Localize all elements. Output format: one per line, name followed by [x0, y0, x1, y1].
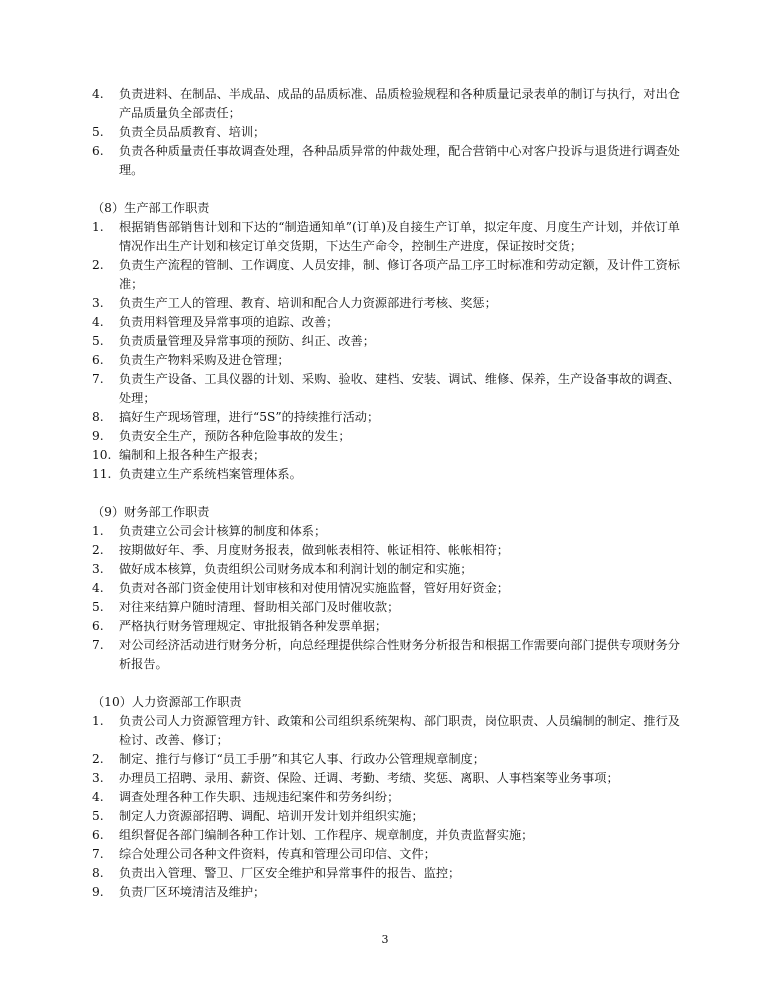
list-item — [92, 465, 680, 484]
section-finance — [92, 503, 680, 674]
list-item-number: 1. — [92, 220, 104, 234]
list-item-text: 对往来结算户随时清理、督助相关部门及时催收款； — [119, 600, 400, 614]
list-item — [92, 427, 680, 446]
section-hr — [92, 693, 680, 902]
list-item-number: 2. — [92, 752, 104, 766]
list-item-text: 负责建立生产系统档案管理体系。 — [119, 467, 302, 481]
list-item — [92, 313, 680, 332]
list-item-number: 3. — [92, 296, 104, 310]
list-item-text: 负责进料、在制品、半成品、成品的品质标准、品质检验规程和各种质量记录表单的制订与执行，对出仓产品质量负全部责任； — [119, 87, 680, 120]
list-item-number: 2. — [92, 543, 104, 557]
list-item — [92, 636, 680, 674]
list-item — [92, 351, 680, 370]
list-item-text: 对公司经济活动进行财务分析，向总经理提供综合性财务分析报告和根据工作需要向部门提供专项财务分析报告。 — [119, 638, 680, 671]
list-item-number: 3. — [92, 771, 104, 785]
list-item-number: 8. — [92, 866, 104, 880]
list-item-number: 2. — [92, 258, 104, 272]
list-item-text: 搞好生产现场管理，进行“5S”的持续推行活动； — [119, 410, 380, 424]
list-item — [92, 560, 680, 579]
list-item-text: 根据销售部销售计划和下达的“制造通知单”(订单)及自接生产订单，拟定年度、月度生产计划，并依订单情况作出生产计划和核定订单交货期，下达生产命令，控制生产进度，保证按时交货； — [119, 220, 680, 253]
list-item-text: 负责各种质量责任事故调查处理，各种品质异常的仲裁处理，配合营销中心对客户投诉与退货进行调查处理。 — [119, 144, 680, 177]
section-title: （8）生产部工作职责 — [92, 201, 210, 215]
list-item-text: 编制和上报各种生产报表； — [119, 448, 266, 462]
list-item-text: 负责出入管理、警卫、厂区安全维护和异常事件的报告、监控； — [119, 866, 461, 880]
list-item — [92, 256, 680, 294]
list-item — [92, 712, 680, 750]
continued-list — [92, 85, 680, 180]
list-item-text: 办理员工招聘、录用、薪资、保险、迁调、考勤、考绩、奖惩、离职、人事档案等业务事项； — [119, 771, 619, 785]
list-item-text: 负责生产设备、工具仪器的计划、采购、验收、建档、安装、调试、维修、保养，生产设备事故的调查、处理； — [119, 372, 680, 405]
list-item-number: 7. — [92, 372, 104, 386]
list-item-text: 负责生产物料采购及进仓管理； — [119, 353, 290, 367]
page-number: 3 — [381, 933, 389, 946]
list-item — [92, 788, 680, 807]
list-item-number: 5. — [92, 334, 104, 348]
list-item-number: 3. — [92, 562, 104, 576]
list-item — [92, 370, 680, 408]
list-item — [92, 332, 680, 351]
list-item-text: 制定、推行与修订“员工手册”和其它人事、行政办公管理规章制度； — [119, 752, 485, 766]
list-item-number: 11. — [92, 467, 112, 481]
list-item-text: 负责用料管理及异常事项的追踪、改善； — [119, 315, 339, 329]
list-item-text: 严格执行财务管理规定、审批报销各种发票单据； — [119, 619, 388, 633]
list-item-number: 1. — [92, 714, 104, 728]
list-item-number: 5. — [92, 125, 104, 139]
list-item-text: 负责质量管理及异常事项的预防、纠正、改善； — [119, 334, 375, 348]
list-item-number: 1. — [92, 524, 104, 538]
list-item-number: 9. — [92, 885, 104, 899]
list-item — [92, 408, 680, 427]
list-item-number: 7. — [92, 847, 104, 861]
list-item — [92, 864, 680, 883]
list-item-number: 4. — [92, 87, 104, 101]
list-item — [92, 845, 680, 864]
list-item — [92, 769, 680, 788]
list-item-number: 4. — [92, 315, 104, 329]
list-item-number: 4. — [92, 581, 104, 595]
list-item-text: 负责生产流程的管制、工作调度、人员安排，制、修订各项产品工序工时标准和劳动定额，及计件工资标准； — [119, 258, 680, 291]
list-item — [92, 541, 680, 560]
list-item — [92, 218, 680, 256]
list-item-number: 6. — [92, 828, 104, 842]
list-item-text: 负责公司人力资源管理方针、政策和公司组织系统架构、部门职责，岗位职责、人员编制的制定、推行及检讨、改善、修订； — [119, 714, 680, 747]
list-item-number: 6. — [92, 144, 104, 158]
list-item-text: 做好成本核算，负责组织公司财务成本和利润计划的制定和实施； — [119, 562, 473, 576]
list-item — [92, 598, 680, 617]
list-item-text: 调查处理各种工作失职、违规违纪案件和劳务纠纷； — [119, 790, 400, 804]
section-title: （9）财务部工作职责 — [92, 505, 210, 519]
list-item-text: 负责全员品质教育、培训； — [119, 125, 266, 139]
list-item-text: 综合处理公司各种文件资料，传真和管理公司印信、文件； — [119, 847, 436, 861]
list-item — [92, 142, 680, 180]
list-item-text: 负责厂区环境清洁及维护； — [119, 885, 266, 899]
list-item — [92, 85, 680, 123]
list-item-number: 8. — [92, 410, 104, 424]
list-item-text: 组织督促各部门编制各种工作计划、工作程序、规章制度，并负责监督实施； — [119, 828, 534, 842]
section-title: （10）人力资源部工作职责 — [92, 695, 242, 709]
list-item — [92, 579, 680, 598]
list-item-number: 5. — [92, 600, 104, 614]
list-item — [92, 750, 680, 769]
list-item — [92, 446, 680, 465]
list-item-number: 6. — [92, 619, 104, 633]
list-item — [92, 294, 680, 313]
list-item-number: 10. — [92, 448, 112, 462]
list-item-number: 5. — [92, 809, 104, 823]
list-item-text: 按期做好年、季、月度财务报表，做到帐表相符、帐证相符、帐帐相符； — [119, 543, 509, 557]
document-body — [92, 85, 680, 902]
list-item-text: 制定人力资源部招聘、调配、培训开发计划并组织实施； — [119, 809, 424, 823]
list-item — [92, 883, 680, 902]
list-item-number: 4. — [92, 790, 104, 804]
list-item-number: 7. — [92, 638, 104, 652]
list-item — [92, 123, 680, 142]
list-item — [92, 826, 680, 845]
list-item-text: 负责生产工人的管理、教育、培训和配合人力资源部进行考核、奖惩； — [119, 296, 497, 310]
list-item — [92, 522, 680, 541]
section-production — [92, 199, 680, 484]
list-item — [92, 617, 680, 636]
list-item — [92, 807, 680, 826]
list-item-text: 负责对各部门资金使用计划审核和对使用情况实施监督，管好用好资金； — [119, 581, 509, 595]
list-item-number: 6. — [92, 353, 104, 367]
list-item-text: 负责建立公司会计核算的制度和体系； — [119, 524, 327, 538]
list-item-text: 负责安全生产，预防各种危险事故的发生； — [119, 429, 351, 443]
list-item-number: 9. — [92, 429, 104, 443]
